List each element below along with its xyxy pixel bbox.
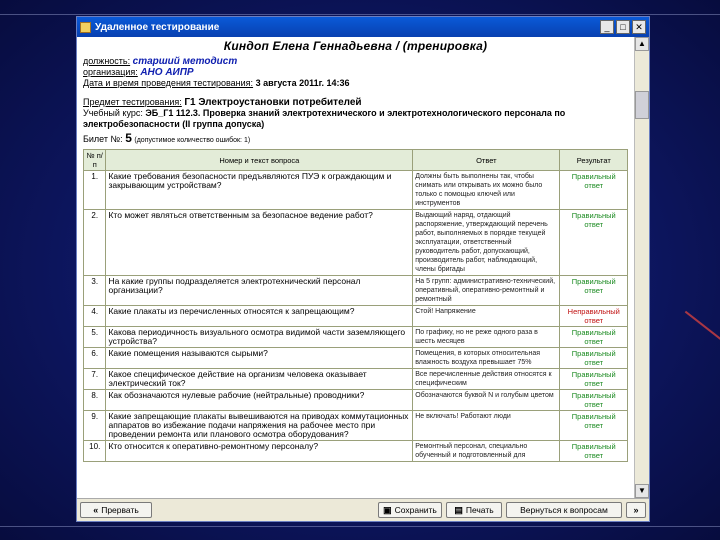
question-number: 8. [84,390,106,411]
title-bar [77,17,649,37]
question-number: 10. [84,441,106,462]
table-row [84,348,628,369]
table-row [84,210,628,276]
position-line [83,56,628,67]
content-area [77,37,649,498]
return-label: Вернуться к вопросам [520,505,608,515]
next-button[interactable] [626,502,646,518]
course-value-1: ЭБ_Г1 112.3. Проверка знаний электротехнического и электротехнологического персонала по [145,108,566,118]
minimize-button[interactable]: _ [600,20,614,34]
course-label: Учебный курс: [83,108,143,118]
answer-text: Ремонтный персонал, специально обученный и подготовленный для [413,441,560,462]
question-text: Какова периодичность визуального осмотра видимой части заземляющего устройства? [106,327,413,348]
double-left-arrow-icon: « [93,505,99,515]
scroll-up-icon[interactable]: ▲ [635,37,649,51]
return-to-questions-button[interactable] [506,502,622,518]
position-label: должность: [83,56,131,66]
double-right-arrow-icon: » [633,505,639,515]
question-text: Кто относится к оперативно-ремонтному персоналу? [106,441,413,462]
answer-text: Обозначаются буквой N и голубым цветом [413,390,560,411]
question-text: Какие запрещающие плакаты вывешиваются на приводах коммутационных аппаратов во избежание подачи напряжения на рабочее место при проведении ремонта или планового осмотра оборудования? [106,411,413,441]
report-scroll-area[interactable] [77,37,634,498]
decorative-line [0,526,720,527]
table-header-row [84,150,628,171]
answer-text: На 5 групп: административно-технический, оперативный, оперативно-ремонтный и ремонтный [413,276,560,306]
col-header-result: Результат [560,150,628,171]
test-results-window [76,16,650,522]
app-icon [80,22,91,33]
maximize-button[interactable]: □ [616,20,630,34]
col-header-num: № п/п [84,150,106,171]
org-line [83,67,628,78]
disk-icon: ▣ [383,504,392,515]
table-row [84,306,628,327]
window-title: Удаленное тестирование [95,21,220,33]
col-header-question: Номер и текст вопроса [106,150,413,171]
bottom-toolbar [77,498,649,521]
print-label: Печать [465,505,494,515]
date-value: 3 августа 2011г. 14:36 [255,78,350,88]
answer-text: Все перечисленные действия относятся к специфическим [413,369,560,390]
question-number: 5. [84,327,106,348]
scroll-thumb[interactable] [635,91,649,119]
answer-text: Должны быть выполнены так, чтобы снимать или открывать их можно было только с помощью ключей или инструментов [413,171,560,210]
question-text: Как обозначаются нулевые рабочие (нейтральные) проводники? [106,390,413,411]
course-line [83,108,628,119]
subject-value: Г1 Электроустановки потребителей [184,97,362,108]
question-number: 7. [84,369,106,390]
table-row [84,411,628,441]
result-badge: Правильный ответ [560,276,628,306]
close-button[interactable]: ✕ [632,20,646,34]
ticket-line [83,131,628,145]
decorative-stroke [685,311,720,350]
result-badge: Правильный ответ [560,390,628,411]
table-row [84,390,628,411]
questions-table [83,149,628,462]
question-number: 1. [84,171,106,210]
answer-text: Выдающий наряд, отдающий распоряжение, утверждающий перечень работ, выполняемых в порядке текущей эксплуатации, ответственный руководитель работ, допускающий, производитель работ, наблюдающий, члены бригады [413,210,560,276]
table-row [84,441,628,462]
person-name: Киндоп Елена Геннадьевна / (тренировка) [223,39,488,53]
position-value: старший методист [132,56,238,67]
question-number: 2. [84,210,106,276]
question-text: Кто может являться ответственным за безопасное ведение работ? [106,210,413,276]
org-value: АНО АИПР [140,67,194,78]
save-button[interactable] [378,502,442,518]
result-badge: Правильный ответ [560,327,628,348]
question-number: 9. [84,411,106,441]
vertical-scrollbar[interactable] [634,37,649,498]
decorative-line [0,14,720,15]
table-row [84,276,628,306]
table-row [84,171,628,210]
question-text: Какие помещения называются сырыми? [106,348,413,369]
printer-icon: ▤ [454,504,463,515]
save-label: Сохранить [394,505,437,515]
col-header-answer: Ответ [413,150,560,171]
result-badge: Правильный ответ [560,441,628,462]
question-text: На какие группы подразделяется электротехнический персонал организации? [106,276,413,306]
table-row [84,369,628,390]
scroll-track[interactable] [635,51,649,484]
date-line [83,78,628,89]
answer-text: Помещения, в которых относительная влажность воздуха превышает 75% [413,348,560,369]
ticket-note: (допустимое количество ошибок: 1) [134,137,251,144]
subject-line [83,97,628,108]
abort-button[interactable] [80,502,152,518]
question-text: Какое специфическое действие на организм человека оказывает электрический ток? [106,369,413,390]
ticket-label: Билет №: [83,134,123,144]
course-line-2: электробезопасности (II группа допуска) [83,119,265,129]
org-label: организация: [83,67,138,77]
date-label: Дата и время проведения тестирования: [83,78,254,88]
ticket-number: 5 [125,131,132,145]
result-badge: Правильный ответ [560,171,628,210]
question-text: Какие требования безопасности предъявляются ПУЭ к ограждающим и закрывающим устройствам? [106,171,413,210]
result-badge: Правильный ответ [560,348,628,369]
question-text: Какие плакаты из перечисленных относятся к запрещающим? [106,306,413,327]
scroll-down-icon[interactable]: ▼ [635,484,649,498]
answer-text: По графику, но не реже одного раза в шесть месяцев [413,327,560,348]
question-number: 4. [84,306,106,327]
result-badge: Правильный ответ [560,210,628,276]
question-number: 6. [84,348,106,369]
print-button[interactable] [446,502,502,518]
table-row [84,327,628,348]
abort-label: Прервать [101,505,139,515]
result-badge: Неправильный ответ [560,306,628,327]
subject-label: Предмет тестирования: [83,97,182,107]
answer-text: Не включать! Работают люди [413,411,560,441]
result-badge: Правильный ответ [560,411,628,441]
answer-text: Стой! Напряжение [413,306,560,327]
question-number: 3. [84,276,106,306]
result-badge: Правильный ответ [560,369,628,390]
